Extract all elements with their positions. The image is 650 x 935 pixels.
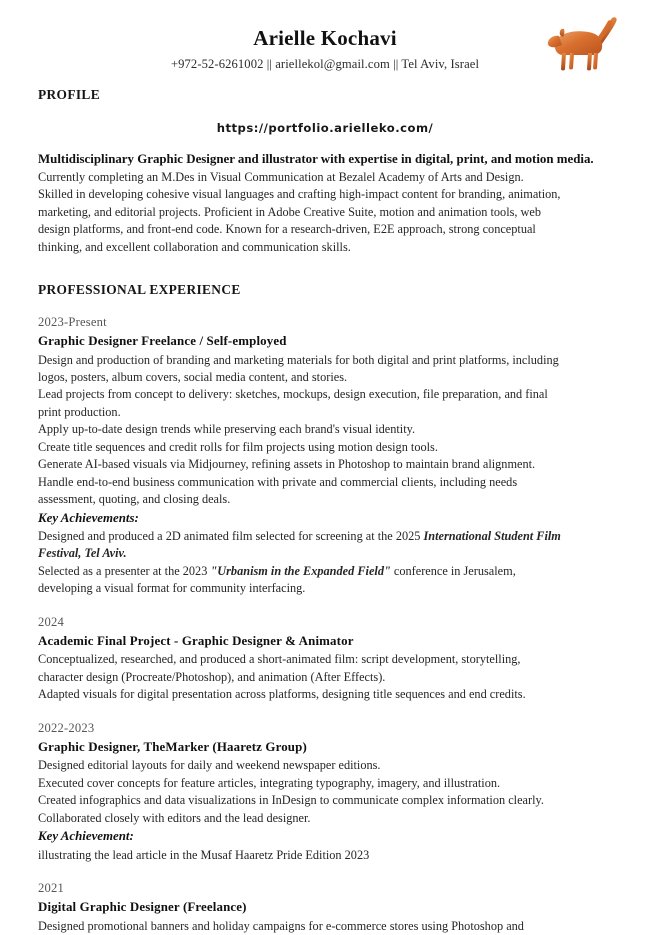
- contact-line: +972-52-6261002 || ariellekol@gmail.com || Tel Aviv, Israel: [170, 57, 480, 72]
- bullet-line: Apply up-to-date design trends while preserving each brand's visual identity.: [38, 422, 416, 437]
- achievement-emphasis: "Urbanism in the Expanded Field": [210, 563, 391, 578]
- entry-bullets: [38, 918, 612, 935]
- entry-title: Graphic Designer, TheMarker (Haaretz Group): [38, 739, 307, 754]
- profile-line: Currently completing an M.Des in Visual Communication at Bezalel Academy of Arts and Design.: [38, 169, 524, 184]
- key-achievements-label: Key Achievement:: [38, 829, 134, 844]
- achievement-line: Designed and produced a 2D animated film selected for screening at the 2025 International Student Film: [38, 529, 561, 544]
- achievement-emphasis: International Student Film: [423, 529, 561, 544]
- bullet-line: Generate AI-based visuals via Midjourney, refining assets in Photoshop to maintain brand alignment.: [38, 457, 536, 472]
- bullet-line: Collaborated closely with editors and the lead designer.: [38, 810, 311, 825]
- bullet-line: Adapted visuals for digital presentation across platforms, designing title sequences and end credits.: [38, 687, 526, 702]
- resume-header: [38, 0, 612, 73]
- experience-entry: [38, 719, 612, 864]
- entry-date: 2022-2023: [38, 720, 95, 735]
- profile-line: marketing, and editorial projects. Proficient in Adobe Creative Suite, motion and animation tools, web: [38, 204, 542, 219]
- entry-title: Graphic Designer Freelance / Self-employed: [38, 333, 287, 348]
- bullet-line: logos, posters, album covers, social media content, and stories.: [38, 370, 348, 385]
- page-title: Arielle Kochavi: [253, 26, 397, 50]
- fox-illustration-icon: [546, 16, 620, 74]
- bullet-line: print production.: [38, 404, 121, 419]
- bullet-line: Create title sequences and credit rolls for film projects using motion design tools.: [38, 439, 438, 454]
- bullet-line: Designed promotional banners and holiday campaigns for e-commerce stores using Photoshop and: [38, 918, 524, 933]
- entry-bullets: [38, 757, 612, 827]
- bullet-line: Created infographics and data visualizations in InDesign to communicate complex information clearly.: [38, 793, 544, 808]
- bullet-line: Conceptualized, researched, and produced a short-animated film: script development, storytelling,: [38, 652, 521, 667]
- achievement-line: developing a visual format for community interfacing.: [38, 581, 306, 596]
- entry-date: 2021: [38, 881, 64, 895]
- entry-date: 2023-Present: [38, 314, 107, 329]
- entry-title: Digital Graphic Designer (Freelance): [38, 899, 247, 914]
- section-heading-profile: PROFILE: [38, 86, 100, 102]
- profile-line: design platforms, and front-end code. Known for a research-driven, E2E approach, strong conceptual: [38, 222, 536, 237]
- experience-entry: [38, 879, 612, 935]
- achievement-line: Selected as a presenter at the 2023 "Urbanism in the Expanded Field" conference in Jerusalem,: [38, 563, 516, 578]
- bullet-line: Executed cover concepts for feature articles, integrating typography, imagery, and illustration.: [38, 775, 501, 790]
- entry-title: Academic Final Project - Graphic Designer & Animator: [38, 633, 354, 648]
- bullet-line: Lead projects from concept to delivery: sketches, mockups, design execution, file preparation, and final: [38, 387, 548, 402]
- bullet-line: assessment, quoting, and closing deals.: [38, 492, 231, 507]
- profile-summary: [38, 151, 612, 256]
- experience-entry: [38, 313, 612, 598]
- bullet-line: Design and production of branding and marketing materials for both digital and print platforms, including: [38, 352, 559, 367]
- profile-lead-line: Multidisciplinary Graphic Designer and illustrator with expertise in digital, print, and motion media.: [38, 151, 594, 166]
- bullet-line: Designed editorial layouts for daily and weekend newspaper editions.: [38, 758, 381, 773]
- experience-list: [38, 313, 612, 935]
- achievement-line: [38, 545, 612, 562]
- experience-entry: [38, 613, 612, 704]
- section-heading-experience: PROFESSIONAL EXPERIENCE: [38, 281, 241, 297]
- entry-bullets: [38, 651, 612, 703]
- achievement-line: illustrating the lead article in the Musaf Haaretz Pride Edition 2023: [38, 847, 370, 862]
- profile-line: thinking, and excellent collaboration and communication skills.: [38, 239, 351, 254]
- bullet-line: Handle end-to-end business communication with private and commercial clients, including needs: [38, 474, 518, 489]
- entry-date: 2024: [38, 614, 64, 629]
- key-achievements-label: Key Achievements:: [38, 510, 139, 525]
- portfolio-url-link[interactable]: https://portfolio.arielleko.com/: [216, 120, 434, 135]
- achievement-emphasis: Festival, Tel Aviv.: [38, 546, 127, 561]
- bullet-line: character design (Procreate/Photoshop), and animation (After Effects).: [38, 669, 386, 684]
- entry-bullets: [38, 352, 612, 509]
- profile-line: Skilled in developing cohesive visual languages and crafting high-impact content for branding, animation,: [38, 187, 561, 202]
